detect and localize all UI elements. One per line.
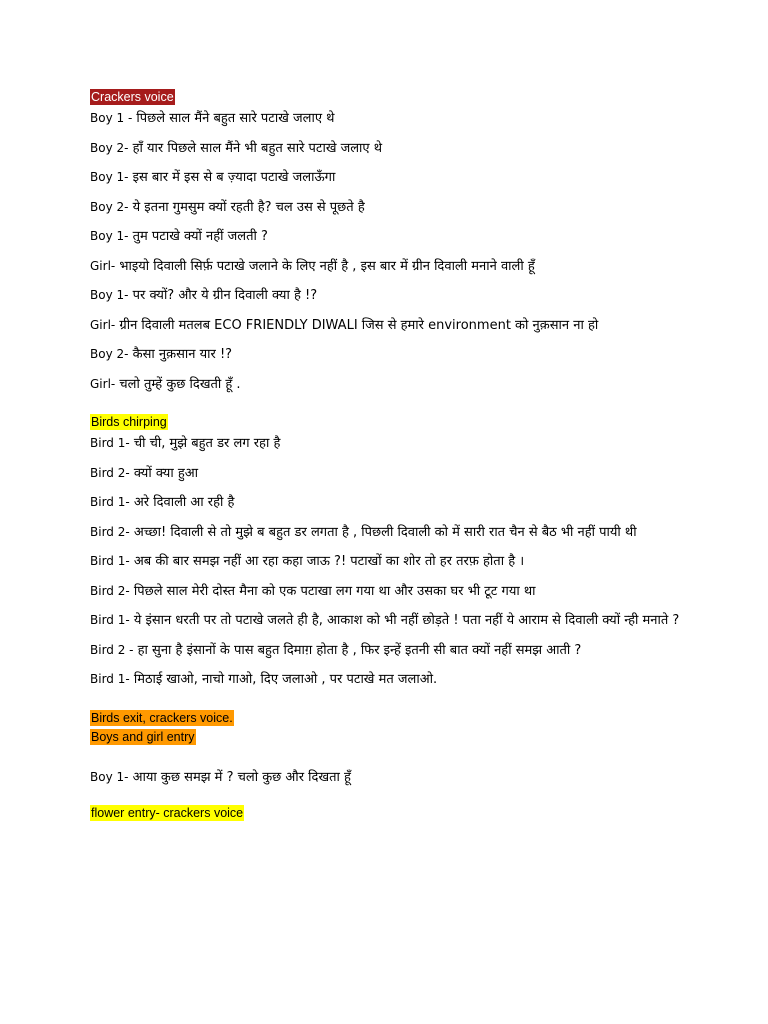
speaker-label: Bird 1- xyxy=(90,495,130,509)
dialogue-line xyxy=(90,547,690,577)
dialogue-line xyxy=(90,763,690,793)
dialogue-line xyxy=(90,193,690,223)
dialogue-list xyxy=(90,429,690,695)
speaker-label: Girl- xyxy=(90,317,116,332)
speaker-label: Boy 1- xyxy=(90,769,129,784)
dialogue-text: हा सुना है इंसानों के पास बहुत दिमाग़ होता है , फिर इन्हें इतनी सी बात क्यों नहीं समझ आती ? xyxy=(137,642,582,658)
speaker-label: Boy 2- xyxy=(90,199,129,214)
dialogue-line xyxy=(90,281,690,311)
speaker-label: Girl- xyxy=(90,376,116,391)
section-subheading xyxy=(90,728,690,745)
speaker-label: Boy 1- xyxy=(90,229,129,243)
dialogue-line xyxy=(90,340,690,370)
dialogue-text: चलो तुम्हें कुछ दिखती हूँ . xyxy=(119,376,241,392)
dialogue-line xyxy=(90,429,690,459)
dialogue-text: पर क्यों? और ये ग्रीन दिवाली क्या है !? xyxy=(132,288,318,303)
dialogue-text: ये इतना गुमसुम क्यों रहती है? चल उस से पूछते है xyxy=(132,199,365,215)
speaker-label: Bird 1- xyxy=(90,436,130,450)
dialogue-text: ची ची, मुझे बहुत डर लग रहा है xyxy=(133,436,281,451)
dialogue-line xyxy=(90,636,690,666)
dialogue-line xyxy=(90,222,690,252)
dialogue-line xyxy=(90,577,690,607)
speaker-label: Boy 1- xyxy=(90,288,129,302)
dialogue-line xyxy=(90,459,690,489)
dialogue-text: कैसा नुक़सान यार !? xyxy=(132,347,233,362)
speaker-label: Bird 2- xyxy=(90,465,130,480)
speaker-label: Bird 2- xyxy=(90,583,130,598)
dialogue-text: आया कुछ समझ में ? चलो कुछ और दिखता हूँ xyxy=(132,769,351,785)
dialogue-text: हाँ यार पिछले साल मैंने भी बहुत सारे पटाखे जलाए थे xyxy=(132,140,383,156)
speaker-label: Boy 2- xyxy=(90,347,129,361)
dialogue-line xyxy=(90,370,690,400)
section-heading xyxy=(90,88,690,105)
dialogue-text: भाइयो दिवाली सिर्फ़ पटाखे जलाने के लिए नहीं है , इस बार में ग्रीन दिवाली मनाने वाली हूँ xyxy=(119,258,535,274)
dialogue-text: अच्छा! दिवाली से तो मुझे ब बहुत डर लगता है , पिछली दिवाली को में सारी रात चैन से बैठ भी नहीं पायी थी xyxy=(133,524,637,540)
dialogue-text: ये इंसान धरती पर तो पटाखे जलते ही है, आकाश को भी नहीं छोड़ते ! पता नहीं ये आराम से दिवाली क्यों न्ही मनाते ? xyxy=(133,613,680,628)
section-exit-entry xyxy=(90,709,690,793)
dialogue-line xyxy=(90,311,690,341)
speaker-label: Bird 1- xyxy=(90,554,130,568)
dialogue-line xyxy=(90,518,680,548)
dialogue-text: मिठाई खाओ, नाचो गाओ, दिए जलाओ , पर पटाखे मत जलाओ. xyxy=(133,672,438,687)
speaker-label: Boy 2- xyxy=(90,140,129,155)
dialogue-text: पिछले साल मेरी दोस्त मैना को एक पटाखा लग गया था और उसका घर भी टूट गया था xyxy=(133,583,536,599)
dialogue-line xyxy=(90,606,680,636)
section-birds xyxy=(90,413,690,695)
speaker-label: Bird 1- xyxy=(90,613,130,627)
section-heading xyxy=(90,709,690,726)
script-document xyxy=(90,88,690,821)
dialogue-line xyxy=(90,104,690,134)
dialogue-text: अरे दिवाली आ रही है xyxy=(133,495,235,510)
dialogue-text: तुम पटाखे क्यों नहीं जलती ? xyxy=(132,229,268,244)
speaker-label: Boy 1 - xyxy=(90,111,133,125)
highlight-boys-girl-entry: Boys and girl entry xyxy=(91,729,195,744)
dialogue-list xyxy=(90,104,690,399)
speaker-label: Boy 1- xyxy=(90,170,129,184)
highlight-birds-chirping: Birds chirping xyxy=(91,415,167,429)
dialogue-line xyxy=(90,134,690,164)
section-flower xyxy=(90,804,690,821)
dialogue-text: ग्रीन दिवाली मतलब ECO FRIENDLY DIWALI जिस से हमारे environment को नुक़सान ना हो xyxy=(119,317,599,333)
dialogue-text: अब की बार समझ नहीं आ रहा कहा जाऊ ?! पटाखों का शोर तो हर तरफ़ होता है । xyxy=(133,554,525,569)
speaker-label: Bird 2- xyxy=(90,524,130,539)
dialogue-line xyxy=(90,252,690,282)
speaker-label: Bird 2 - xyxy=(90,642,134,657)
section-crackers xyxy=(90,88,690,399)
highlight-flower-entry: flower entry- crackers voice xyxy=(91,806,244,820)
highlight-birds-exit: Birds exit, crackers voice. xyxy=(91,710,233,725)
dialogue-text: क्यों क्या हुआ xyxy=(133,465,199,481)
highlight-crackers-voice: Crackers voice xyxy=(91,90,174,104)
dialogue-line xyxy=(90,488,690,518)
dialogue-list xyxy=(90,763,690,793)
dialogue-text: इस बार में इस से ब ज़्यादा पटाखे जलाऊँगा xyxy=(132,170,336,185)
dialogue-line xyxy=(90,163,690,193)
section-heading xyxy=(90,804,690,821)
dialogue-line xyxy=(90,665,690,695)
section-heading xyxy=(90,413,690,430)
speaker-label: Girl- xyxy=(90,258,116,273)
dialogue-text: पिछले साल मैंने बहुत सारे पटाखे जलाए थे xyxy=(136,111,335,126)
speaker-label: Bird 1- xyxy=(90,672,130,686)
